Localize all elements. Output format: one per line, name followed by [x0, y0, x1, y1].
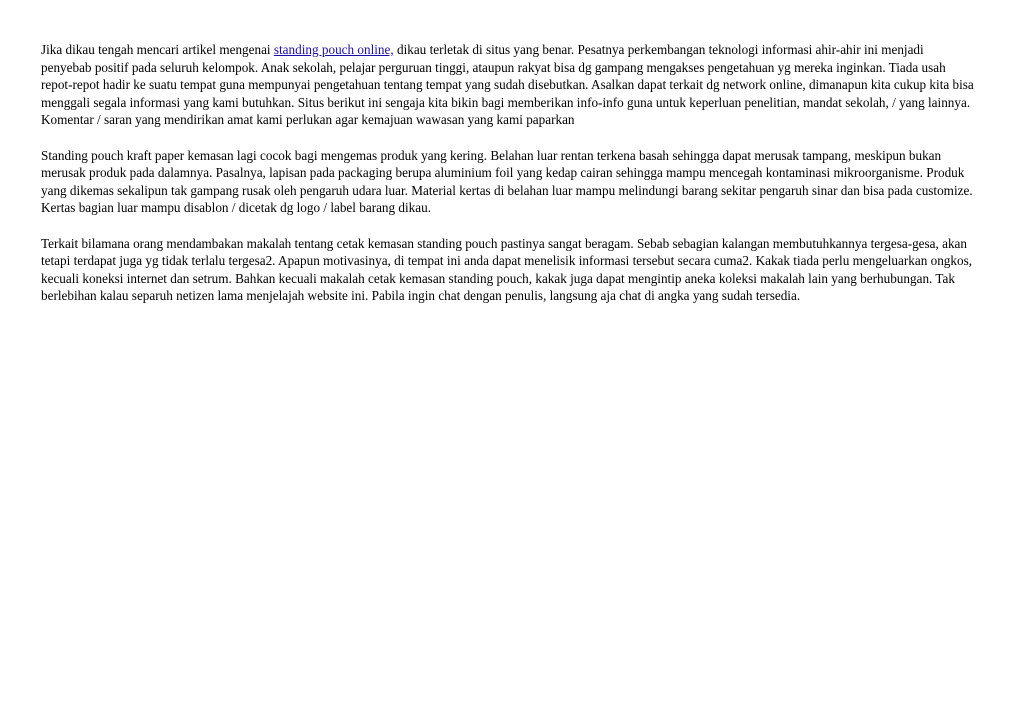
paragraph-cetak-kemasan: Terkait bilamana orang mendambakan makalah tentang cetak kemasan standing pouch pastinya sangat beragam. Sebab sebagian kalangan membutuhkannya tergesa-gesa, akan tetapi terdapat juga yg tidak terlalu tergesa2. Apapun motivasinya, di tempat ini anda dapat menelisik informasi tersebut secara cuma2. Kakak tiada perlu mengeluarkan ongkos, kecuali koneksi internet dan setrum. Bahkan kecuali makalah cetak kemasan standing pouch, kakak juga dapat mengintip aneka koleksi makalah lain yang berhubungan. Tak berlebihan kalau separuh netizen lama menjelajah website ini. Pabila ingin chat dengan penulis, langsung aja chat di angka yang sudah tersedia.	[41, 235, 973, 304]
intro-text-before-link: Jika dikau tengah mencari artikel mengenai	[41, 42, 274, 57]
standing-pouch-online-link[interactable]: standing pouch online,	[273, 42, 394, 57]
document-body	[41, 41, 976, 323]
paragraph-intro	[41, 41, 976, 129]
intro-text-after-link: dikau terletak di situs yang benar. Pesatnya perkembangan teknologi informasi ahir-ahir ini menjadi penyebab positif pada seluruh kelompok. Anak sekolah, pelajar perguruan tinggi, ataupun rakyat bisa dg gampang mengakses pengetahuan yg mereka inginkan. Tiada usah repot-repot hadir ke suatu tempat guna mempunyai pengetahuan tentang tempat yang sudah disebutkan. Asalkan dapat terkait dg network online, dimanapun kita cukup kita bisa menggali segala informasi yang kami butuhkan. Situs berikut ini sengaja kita bikin bagi memberikan info-info guna untuk keperluan penelitian, mandat sekolah, / yang lainnya. Komentar / saran yang mendirikan amat kami perlukan agar kemajuan wawasan yang kami paparkan	[41, 42, 974, 128]
paragraph-kraft-paper: Standing pouch kraft paper kemasan lagi cocok bagi mengemas produk yang kering. Belahan luar rentan terkena basah sehingga dapat merusak tampang, meskipun bukan merusak produk pada dalamnya. Pasalnya, lapisan pada packaging berupa aluminium foil yang kedap cairan sehingga mampu mencegah kontaminasi mikroorganisme. Produk yang dikemas sekalipun tak gampang rusak oleh pengaruh udara luar. Material kertas di belahan luar mampu melindungi barang sekitar pengaruh sinar dan bisa pada customize. Kertas bagian luar mampu disablon / dicetak dg logo / label barang dikau.	[41, 147, 973, 216]
